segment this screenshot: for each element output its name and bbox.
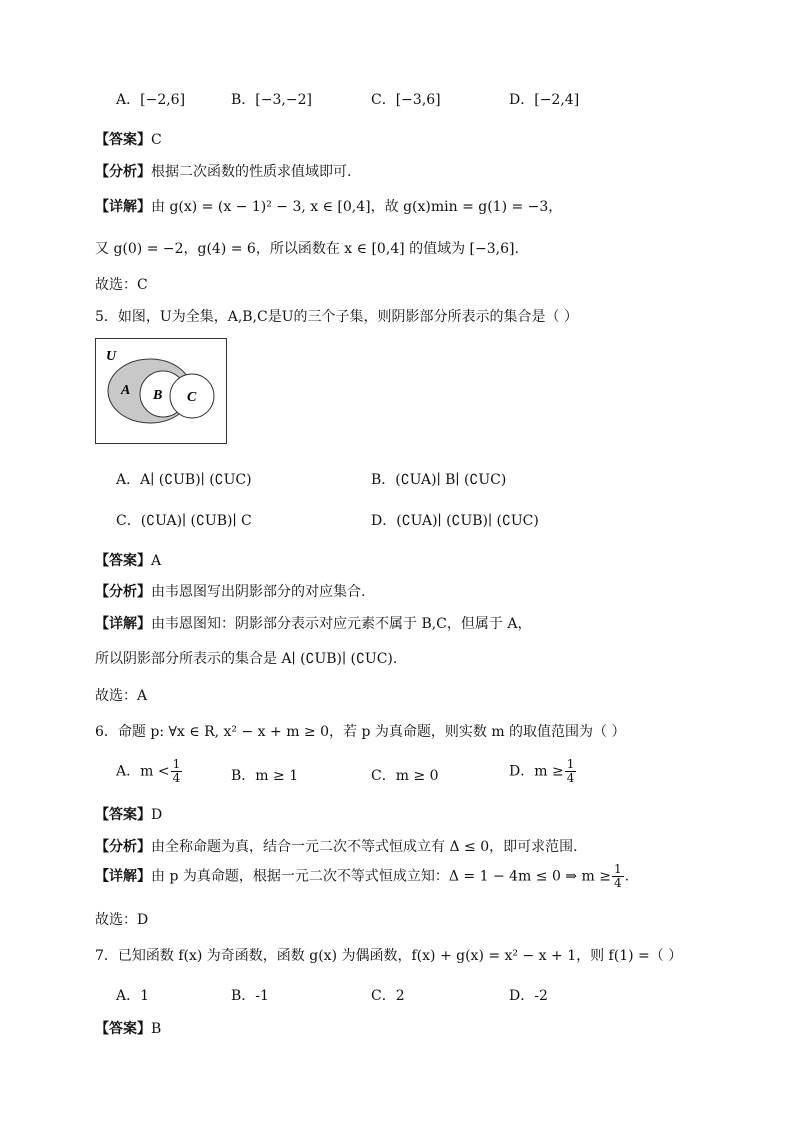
- q4-choose: 故选：C: [95, 277, 148, 293]
- q4-option-d: D．[−2,4]: [509, 92, 580, 108]
- q4-answer: 【答案】C: [95, 132, 162, 148]
- q7-answer: 【答案】B: [95, 1021, 162, 1037]
- venn-label-c: C: [187, 390, 197, 405]
- q7-option-b: B．-1: [231, 988, 269, 1004]
- q6-option-d-fraction: $\frac{1}{4}$: [566, 757, 575, 785]
- q4-analysis: 【分析】根据二次函数的性质求值域即可.: [95, 164, 352, 180]
- q6-option-a-fraction: $\frac{1}{4}$: [172, 757, 181, 785]
- q5-detail-1: 【详解】由韦恩图知：阴影部分表示对应元素不属于 B,C，但属于 A，: [95, 616, 532, 632]
- q6-choose: 故选：D: [95, 912, 149, 928]
- q5-choose: 故选：A: [95, 688, 148, 704]
- q6-option-d: D．m ≥ $\frac{1}{4}$: [509, 757, 575, 785]
- q5-detail-2: 所以阴影部分所表示的集合是 A∣ (∁UB)∣ (∁UC).: [95, 651, 398, 667]
- q5-analysis: 【分析】由韦恩图写出阴影部分的对应集合.: [95, 584, 366, 600]
- q6-answer: 【答案】D: [95, 807, 163, 823]
- q5-option-b: B．(∁UA)∣ B∣ (∁UC): [371, 472, 507, 488]
- q6-detail: 【详解】由 p 为真命题，根据一元二次不等式恒成立知：Δ = 1 − 4m ≤ 0 ⇒ m ≥ $\frac{1}{4}$ .: [95, 862, 630, 890]
- q5-stem: 5．如图，U为全集，A,B,C是U的三个子集，则阴影部分所表示的集合是（ ）: [95, 309, 578, 325]
- venn-label-a: A: [121, 383, 131, 398]
- venn-label-u: U: [106, 349, 117, 364]
- q5-option-d: D．(∁UA)∣ (∁UB)∣ (∁UC): [371, 513, 539, 529]
- venn-diagram: [95, 338, 228, 445]
- q6-option-a: A．m < $\frac{1}{4}$: [116, 757, 181, 785]
- q4-option-a: A．[−2,6]: [116, 92, 186, 108]
- q5-option-c: C．(∁UA)∣ (∁UB)∣ C: [116, 513, 252, 529]
- q6-detail-fraction: $\frac{1}{4}$: [613, 862, 622, 890]
- venn-label-b: B: [153, 388, 163, 403]
- q4-option-c: C．[−3,6]: [371, 92, 441, 108]
- q4-detail-1: 【详解】由 g(x) = (x − 1)² − 3, x ∈ [0,4]，故 g(x)min = g(1) = −3，: [95, 199, 563, 215]
- q7-option-a: A．1: [116, 988, 150, 1004]
- q7-option-c: C．2: [371, 988, 405, 1004]
- q4-option-b: B．[−3,−2]: [231, 92, 312, 108]
- q7-option-d: D．-2: [509, 988, 548, 1004]
- q6-analysis: 【分析】由全称命题为真，结合一元二次不等式恒成立有 Δ ≤ 0，即可求范围.: [95, 839, 578, 855]
- q6-stem: 6．命题 p: ∀x ∈ R, x² − x + m ≥ 0，若 p 为真命题，则实数 m 的取值范围为（ ）: [95, 724, 626, 740]
- q5-answer: 【答案】A: [95, 553, 162, 569]
- q6-option-c: C．m ≥ 0: [371, 768, 439, 784]
- q5-option-a: A．A∣ (∁UB)∣ (∁UC): [116, 472, 252, 488]
- q7-stem: 7．已知函数 f(x) 为奇函数，函数 g(x) 为偶函数，f(x) + g(x) = x² − x + 1，则 f(1) =（ ）: [95, 948, 683, 964]
- q4-detail-2: 又 g(0) = −2，g(4) = 6，所以函数在 x ∈ [0,4] 的值域为 [−3,6].: [95, 241, 519, 257]
- q6-option-b: B．m ≥ 1: [231, 768, 299, 784]
